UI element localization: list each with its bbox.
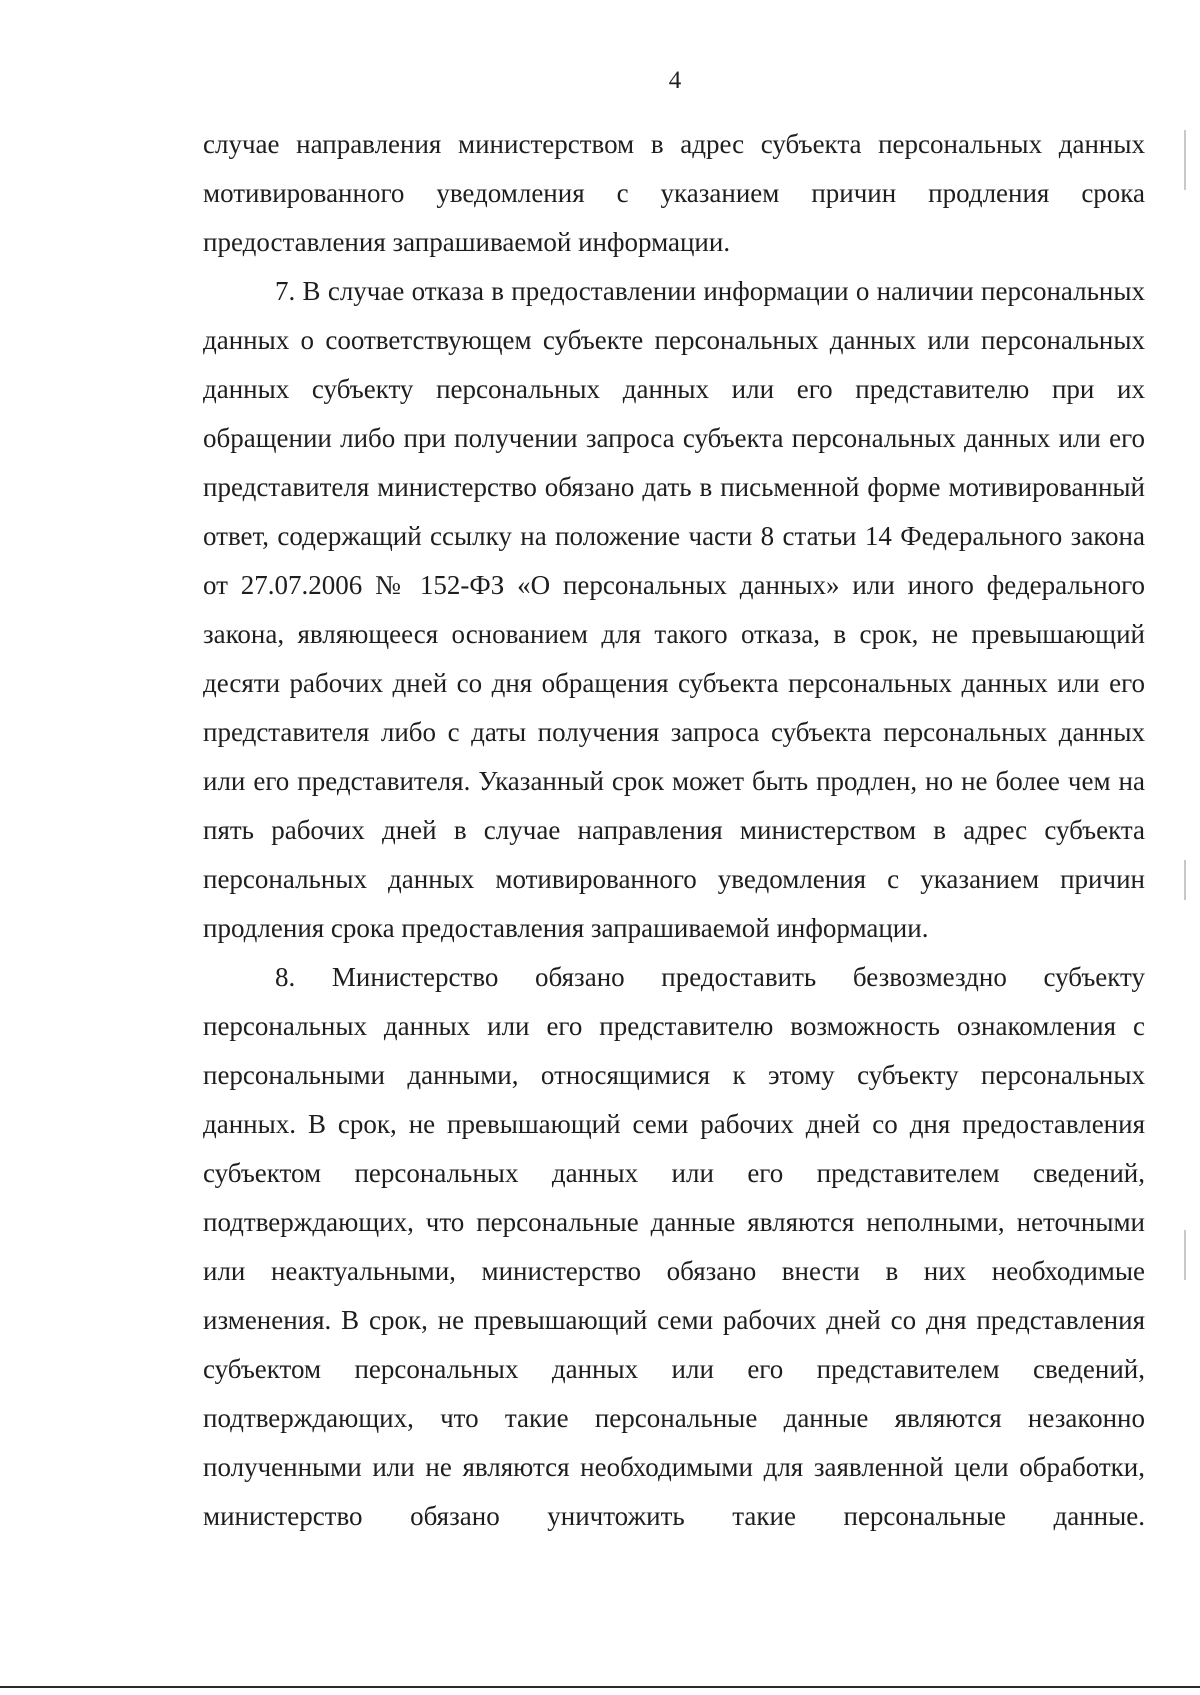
scan-artifact-mark (1184, 860, 1186, 900)
scan-artifact-mark (1184, 1230, 1186, 1280)
document-body (203, 120, 1145, 1541)
scan-artifact-mark (1184, 130, 1186, 190)
page-bottom-edge (0, 1686, 1200, 1688)
paragraph-continuation: случае направления министерством в адрес субъекта персональных данных мотивированного уведомления с указанием причин продления срока предоставления запрашиваемой информации. (203, 129, 1145, 257)
paragraph-item-8: 8. Министерство обязано предоставить безвозмездно субъекту персональных данных или его представителю возможность ознакомления с персональными данными, относящимися к этому субъекту персональных данных. В срок, не превышающий семи рабочих дней со дня предоставления субъектом персональных данных или его представителем сведений, подтверждающих, что персональные данные являются неполными, неточными или неактуальными, министерство обязано внести в них необходимые изменения. В срок, не превышающий семи рабочих дней со дня представления субъектом персональных данных или его представителем сведений, подтверждающих, что такие персональные данные являются незаконно полученными или не являются необходимыми для заявленной цели обработки, министерство обязано уничтожить такие персональные данные. (203, 962, 1145, 1531)
page-number: 4 (668, 67, 682, 94)
paragraph-item-7: 7. В случае отказа в предоставлении информации о наличии персональных данных о соответствующем субъекте персональных данных или персональных данных субъекту персональных данных или его представителю при их обращении либо при получении запроса субъекта персональных данных или его представителя министерство обязано дать в письменной форме мотивированный ответ, содержащий ссылку на положение части 8 статьи 14 Федерального закона от 27.07.2006 № 152-ФЗ «О персональных данных» или иного федерального закона, являющееся основанием для такого отказа, в срок, не превышающий десяти рабочих дней со дня обращения субъекта персональных данных или его представителя либо с даты получения запроса субъекта персональных данных или его представителя. Указанный срок может быть продлен, но не более чем на пять рабочих дней в случае направления министерством в адрес субъекта персональных данных мотивированного уведомления с указанием причин продления срока предоставления запрашиваемой информации. (203, 276, 1145, 943)
